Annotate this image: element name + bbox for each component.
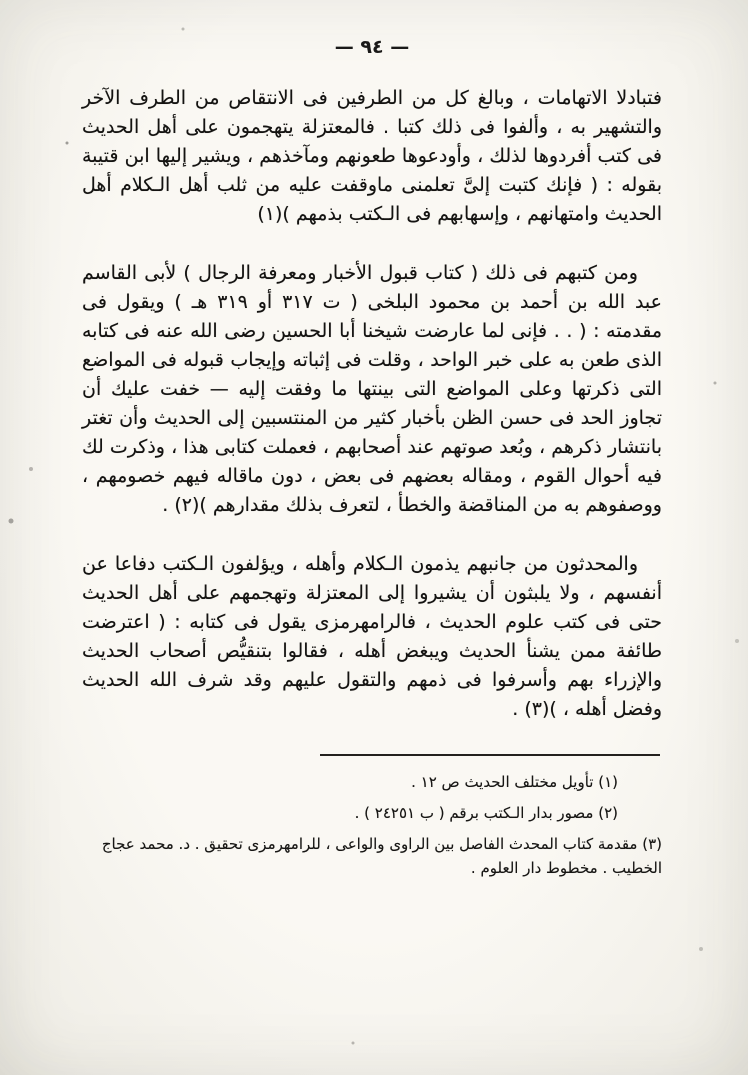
footnotes-block [82, 770, 662, 880]
footnote: (٢) مصور بدار الـكتب برقم ( ب ٢٤٢٥١ ) . [354, 804, 618, 822]
scan-noise-specks [0, 0, 2, 2]
page-number: — ٩٤ — [334, 36, 410, 58]
main-text-block [82, 84, 662, 724]
paragraph: فتبادلا الاتهامات ، وبالغ كل من الطرفين فى الانتقاص من الطرف الآخر والتشهير به ، وألفوا فى ذلك كتبا . فالمعتزلة يتهجمون على أهل الحديث فى كتب أفردوها لذلك ، وأودعوها طعونهم ومآخذهم ، ويشير إليها ابن قتيبة بقوله : ( فإنك كتبت إلىَّ تعلمنى ماوقفت عليه من ثلب أهل الـكلام أهل الحديث وامتهانهم ، وإسهابهم فى الـكتب بذمهم )(١) [82, 87, 662, 225]
footnote-separator [320, 754, 660, 756]
footnote: (١) تأويل مختلف الحديث ص ١٢ . [411, 773, 618, 791]
paragraph: والمحدثون من جانبهم يذمون الـكلام وأهله ، ويؤلفون الـكتب دفاعا عن أنفسهم ، ولا يلبثون أن يشيروا إلى المعتزلة وتهجمهم على أهل الحديث حتى فى كتب علوم الحديث ، فالرامهرمزى يقول فى كتابه : ( اعترضت طائفة ممن يشنأ الحديث ويبغض أهله ، فقالوا بتنقيُّص أصحاب الحديث والإزراء بهم وأسرفوا فى ذمهم والتقول عليهم وقد شرف الله الحديث وفضل أهله ، )(٣) . [82, 553, 662, 720]
footnote: (٣) مقدمة كتاب المحدث الفاصل بين الراوى والواعى ، للرامهرمزى تحقيق . د. محمد عجاج الخطيب . مخطوط دار العلوم . [101, 835, 662, 877]
paragraph: ومن كتبهم فى ذلك ( كتاب قبول الأخبار ومعرفة الرجال ) لأبى القاسم عبد الله بن أحمد بن محمود البلخى ( ت ٣١٧ أو ٣١٩ هـ ) ويقول فى مقدمته : ( . . فإنى لما عارضت شيخنا أبا الحسين رضى الله عنه فى كتابه الذى طعن به على خبر الواحد ، وقلت فى إثباته وإيجاب قبوله فى المواضع التى ذكرتها وعلى المواضع التى بينتها ما وفقت إليه — خفت عليك أن تجاوز الحد فى حسن الظن بأخبار كثير من المنتسبين إلى الحديث وأن تغتر بانتشار ذكرهم ، وبُعد صوتهم عند أصحابهم ، فعملت كتابى هذا ، وذكرت لك فيه أحوال القوم ، ومقاله بعضهم فى بعض ، دون ماقاله فيهم خصومهم ، ووصفوهم به من المناقضة والخطأ ، لتعرف بذلك مقدارهم )(٢) . [82, 262, 662, 516]
